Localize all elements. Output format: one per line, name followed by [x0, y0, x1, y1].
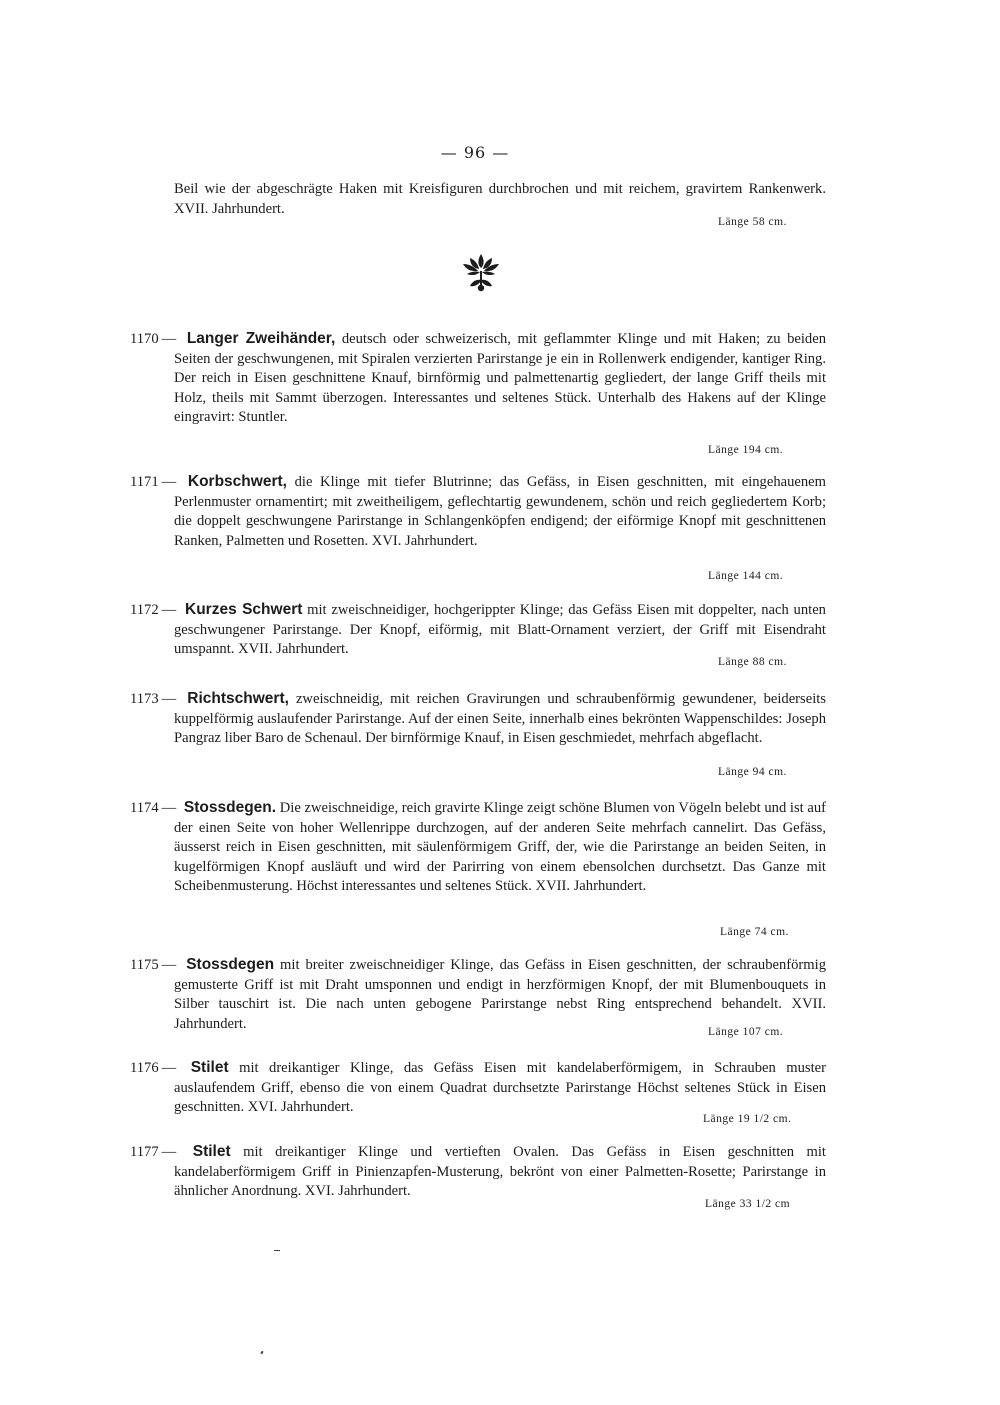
page-speck	[260, 1351, 263, 1355]
entry-title: Langer Zweihänder,	[186, 330, 336, 347]
continuation-length: Länge 58 cm.	[718, 216, 787, 228]
lot-number: 1170	[130, 331, 159, 347]
catalog-entry-1176: 1176 — Stilet mit dreikantiger Klinge, das Gefäss Eisen mit kandelaberförmigem, in Schrauben muster auslaufendem Griff, ebenso die von einem Quadrat durchsetzte Parirstange Höchst seltenes Stück in Eisen geschnitten. XVI. Jahrhundert.	[130, 1059, 826, 1116]
lot-number: 1172	[130, 602, 159, 618]
entry-length-1171: Länge 144 cm.	[708, 570, 784, 582]
continuation-paragraph	[174, 180, 826, 219]
entry-title: Kurzes Schwert	[185, 601, 303, 618]
catalog-entry-1174: 1174 — Stossdegen. Die zweischneidige, reich gravirte Klinge zeigt schöne Blumen von Vögeln belebt und ist auf der einen Seite von hoher Wellenrippe durchzogen, auf der anderen Seite mehrfach cannelirt. Das Gefäss, äusserst reich in Eisen geschnitten, mit säulenförmigem Griff, der, wie die Parirstange an beiden Seiten, in kugelförmigen Knopf ausläuft und wird der Parirring von einem ebensolchen durchsetzt. Das Ganze mit Scheibenmusterung. Höchst interessantes und seltenes Stück. XVII. Jahrhundert.	[130, 799, 826, 895]
entry-title: Stilet	[192, 1143, 231, 1160]
entry-length-1177: Länge 33 1/2 cm	[705, 1198, 791, 1210]
entry-description: mit dreikantiger Klinge und vertieften Ovalen. Das Gefäss in Eisen geschnitten mit kandelaberförmigem Griff in Pinienzapfen-Musterung, bekrönt von einer Palmetten-Rosette; Parirstange in ähnlicher Anordnung. XVI. Jahrhundert.	[174, 1144, 826, 1200]
lot-number: 1174	[130, 800, 159, 816]
catalog-entry-1177: 1177 — Stilet mit dreikantiger Klinge und vertieften Ovalen. Das Gefäss in Eisen geschnitten mit kandelaberförmigem Griff in Pinienzapfen-Musterung, bekrönt von einer Palmetten-Rosette; Parirstange in ähnlicher Anordnung. XVI. Jahrhundert.	[130, 1143, 826, 1200]
entry-length-1172: Länge 88 cm.	[718, 656, 787, 668]
entry-title: Korbschwert,	[187, 473, 287, 490]
catalog-entry-1171: 1171 — Korbschwert, die Klinge mit tiefer Blutrinne; das Gefäss, in Eisen geschnitten, mit eingehauenem Perlenmuster ornamentirt; mit zweitheiligem, geflechtartig gewundenem, schön und reich gegliedertem Korb; die doppelt geschwungene Parirstange in Schlangenköpfen endigend; der eiförmige Knopf mit geschnittenen Ranken, Palmetten und Rosetten. XVI. Jahrhundert.	[130, 473, 826, 549]
entry-description: zweischneidig, mit reichen Gravirungen und schraubenförmig gewundener, beiderseits kuppelförmig auslaufender Parirstange. Auf der einen Seite, innerhalb eines bekrönten Wappenschildes: Joseph Pangraz liber Baro de Schenaul. Der birnförmige Knauf, in Eisen geschmiedet, mehrfach abgeflacht.	[174, 691, 826, 747]
fleuron-flower-icon	[458, 250, 504, 294]
entry-length-1173: Länge 94 cm.	[718, 766, 787, 778]
entry-title: Stossdegen.	[183, 799, 277, 816]
page-number: — 96 —	[440, 143, 510, 162]
entry-length-1170: Länge 194 cm.	[708, 444, 784, 456]
catalog-entry-1173: 1173 — Richtschwert, zweischneidig, mit reichen Gravirungen und schraubenförmig gewundener, beiderseits kuppelförmig auslaufender Parirstange. Auf der einen Seite, innerhalb eines bekrönten Wappenschildes: Joseph Pangraz liber Baro de Schenaul. Der birnförmige Knauf, in Eisen geschmiedet, mehrfach abgeflacht.	[130, 690, 826, 747]
entry-description: deutsch oder schweizerisch, mit geflammter Klinge und mit Haken; zu beiden Seiten der geschwungenen, mit Spiralen verzierten Parirstange je ein in Rollenwerk endigender, kantiger Ring. Der reich in Eisen geschnittene Knauf, birnförmig und palmettenartig gegliedert, der lange Griff theils mit Holz, theils mit Sammt überzogen. Interessantes und seltenes Stück. Unterhalb des Hakens auf der Klinge eingravirt: Stuntler.	[174, 331, 826, 426]
lot-number: 1177	[130, 1144, 159, 1160]
entry-length-1175: Länge 107 cm.	[708, 1026, 784, 1038]
catalog-entry-1172: 1172 — Kurzes Schwert mit zweischneidiger, hochgerippter Klinge; das Gefäss Eisen mit doppelter, nach unten geschwungener Parirstange. Der Knopf, eiförmig, mit Blatt-Ornament verziert, der Griff mit Eisendraht umspannt. XVII. Jahrhundert.	[130, 601, 826, 658]
entry-description: mit breiter zweischneidiger Klinge, das Gefäss in Eisen geschnitten, der schraubenförmig gemusterte Griff ist mit Draht umsponnen und endigt in herzförmigen Knopf, der mit Blumenbouquets in Silber tauschirt ist. Die nach unten gebogene Parirstange nebst Ring entsprechend behandelt. XVII. Jahrhundert.	[174, 957, 826, 1032]
entry-title: Stossdegen	[186, 956, 275, 973]
catalog-entry-1175: 1175 — Stossdegen mit breiter zweischneidiger Klinge, das Gefäss in Eisen geschnitten, der schraubenförmig gemusterte Griff ist mit Draht umsponnen und endigt in herzförmigen Knopf, der mit Blumenbouquets in Silber tauschirt ist. Die nach unten gebogene Parirstange nebst Ring entsprechend behandelt. XVII. Jahrhundert.	[130, 956, 826, 1032]
page-speck	[274, 1250, 280, 1251]
entry-title: Stilet	[190, 1059, 229, 1076]
entry-description: Die zweischneidige, reich gravirte Klinge zeigt schöne Blumen von Vögeln belebt und ist auf der einen Seite von hoher Wellenrippe durchzogen, auf der anderen Seite mehrfach cannelirt. Das Gefäss, äusserst reich in Eisen geschnitten, mit säulenförmigem Griff, der, wie die Parirstange an beiden Seiten, in kugelförmigen Knopf ausläuft und wird der Parirring von einem ebensolchen durchsetzt. Das Ganze mit Scheibenmusterung. Höchst interessantes und seltenes Stück. XVII. Jahrhundert.	[174, 800, 826, 895]
entry-title: Richtschwert,	[187, 690, 289, 707]
entry-length-1176: Länge 19 1/2 cm.	[703, 1113, 792, 1125]
entry-description: mit zweischneidiger, hochgerippter Klinge; das Gefäss Eisen mit doppelter, nach unten geschwungener Parirstange. Der Knopf, eiförmig, mit Blatt-Ornament verziert, der Griff mit Eisendraht umspannt. XVII. Jahrhundert.	[174, 602, 826, 658]
lot-number: 1176	[130, 1060, 159, 1076]
lot-number: 1175	[130, 957, 159, 973]
lot-number: 1171	[130, 474, 159, 490]
continuation-text: Beil wie der abgeschrägte Haken mit Kreisfiguren durchbrochen und mit reichem, gravirtem Rankenwerk. XVII. Jahrhundert.	[174, 181, 826, 217]
lot-number: 1173	[130, 691, 159, 707]
entry-description: mit dreikantiger Klinge, das Gefäss Eisen mit kandelaberförmigem, in Schrauben muster auslaufendem Griff, ebenso die von einem Quadrat durchsetzte Parirstange Höchst seltenes Stück in Eisen geschnitten. XVI. Jahrhundert.	[174, 1060, 826, 1116]
entry-description: die Klinge mit tiefer Blutrinne; das Gefäss, in Eisen geschnitten, mit eingehauenem Perlenmuster ornamentirt; mit zweitheiligem, geflechtartig gewundenem, schön und reich gegliedertem Korb; die doppelt geschwungene Parirstange in Schlangenköpfen endigend; der eiförmige Knopf mit geschnittenen Ranken, Palmetten und Rosetten. XVI. Jahrhundert.	[174, 474, 826, 549]
entry-length-1174: Länge 74 cm.	[720, 926, 789, 938]
catalog-entry-1170: 1170 — Langer Zweihänder, deutsch oder schweizerisch, mit geflammter Klinge und mit Haken; zu beiden Seiten der geschwungenen, mit Spiralen verzierten Parirstange je ein in Rollenwerk endigender, kantiger Ring. Der reich in Eisen geschnittene Knauf, birnförmig und palmettenartig gegliedert, der lange Griff theils mit Holz, theils mit Sammt überzogen. Interessantes und seltenes Stück. Unterhalb des Hakens auf der Klinge eingravirt: Stuntler.	[130, 330, 826, 426]
